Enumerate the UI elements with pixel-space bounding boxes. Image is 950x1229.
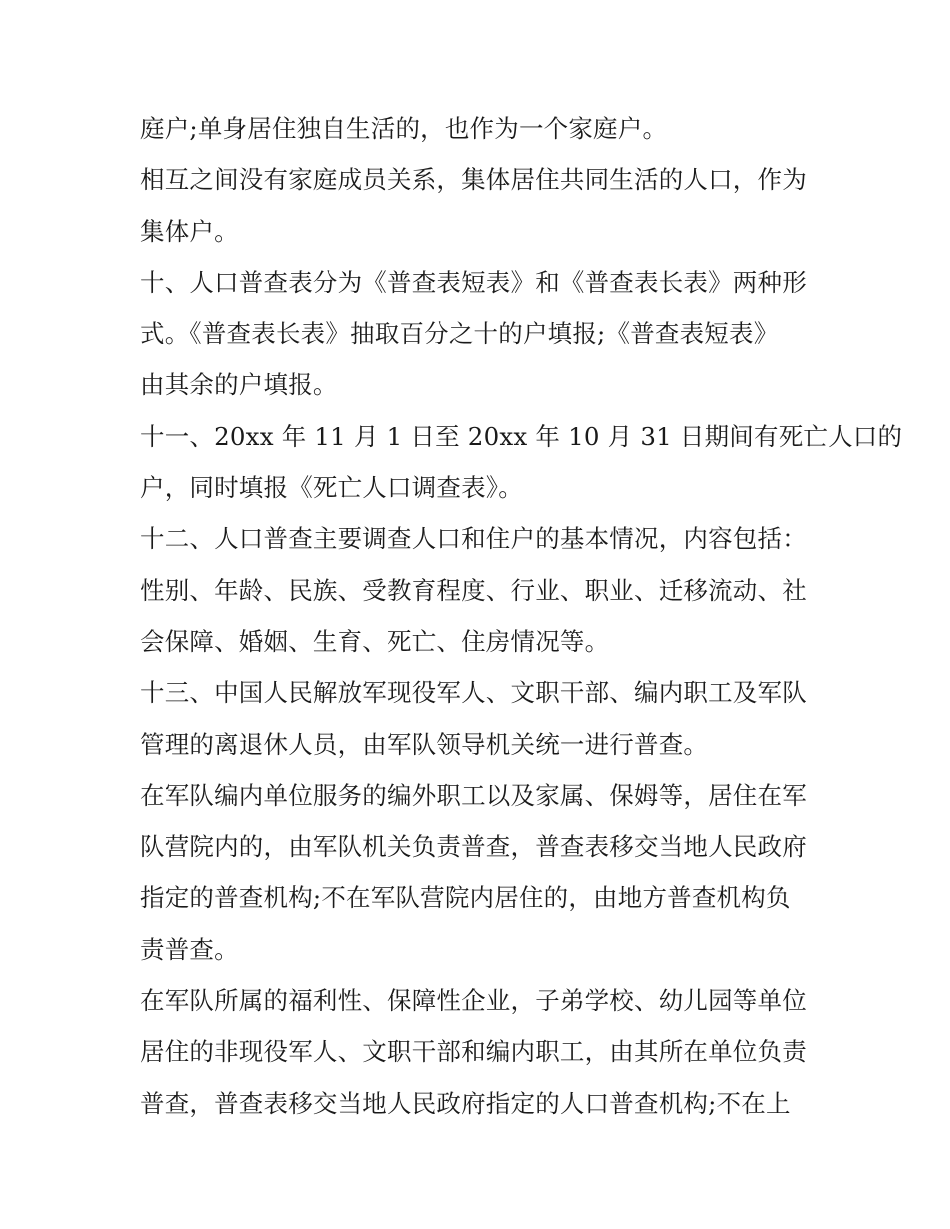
text-line: 性别、年龄、民族、受教育程度、行业、职业、迁移流动、社 — [140, 575, 807, 605]
text-line: 集体户。 — [140, 216, 239, 246]
text-line: 管理的离退休人员，由军队领导机关统一进行普查。 — [140, 729, 709, 759]
text-line: 庭户;单身居住独自生活的，也作为一个家庭户。 — [140, 114, 668, 143]
text-line: 式。《普查表长表》抽取百分之十的户填报;《普查表短表》 — [140, 319, 779, 349]
text-line: 由其余的户填报。 — [140, 370, 338, 400]
text-line: 十三、中国人民解放军现役军人、文职干部、编内职工及军队 — [140, 678, 807, 708]
text-line: 会保障、婚姻、生育、死亡、住房情况等。 — [140, 626, 610, 656]
text-line: 在军队编内单位服务的编外职工以及家属、保姆等，居住在军 — [140, 780, 807, 810]
text-line: 普查，普查表移交当地人民政府指定的人口普查机构;不在上 — [140, 1088, 791, 1118]
text-line: 队营院内的，由军队机关负责普查，普查表移交当地人民政府 — [140, 832, 807, 862]
text-line: 户，同时填报《死亡人口调查表》。 — [140, 473, 523, 503]
text-line: 责普查。 — [140, 934, 239, 964]
text-line: 十二、人口普查主要调查人口和住户的基本情况，内容包括： — [140, 524, 807, 554]
text-line: 在军队所属的福利性、保障性企业，子弟学校、幼儿园等单位 — [140, 986, 807, 1016]
text-line: 相互之间没有家庭成员关系，集体居住共同生活的人口，作为 — [140, 165, 807, 195]
text-line: 指定的普查机构;不在军队营院内居住的，由地方普查机构负 — [140, 883, 791, 913]
text-line: 居住的非现役军人、文职干部和编内职工，由其所在单位负责 — [140, 1037, 807, 1067]
document-body — [140, 103, 903, 1129]
text-line: 十一、20xx 年 11 月 1 日至 20xx 年 10 月 31 日期间有死亡人口的 — [140, 421, 903, 451]
text-line: 十、人口普查表分为《普查表短表》和《普查表长表》两种形 — [140, 267, 807, 297]
